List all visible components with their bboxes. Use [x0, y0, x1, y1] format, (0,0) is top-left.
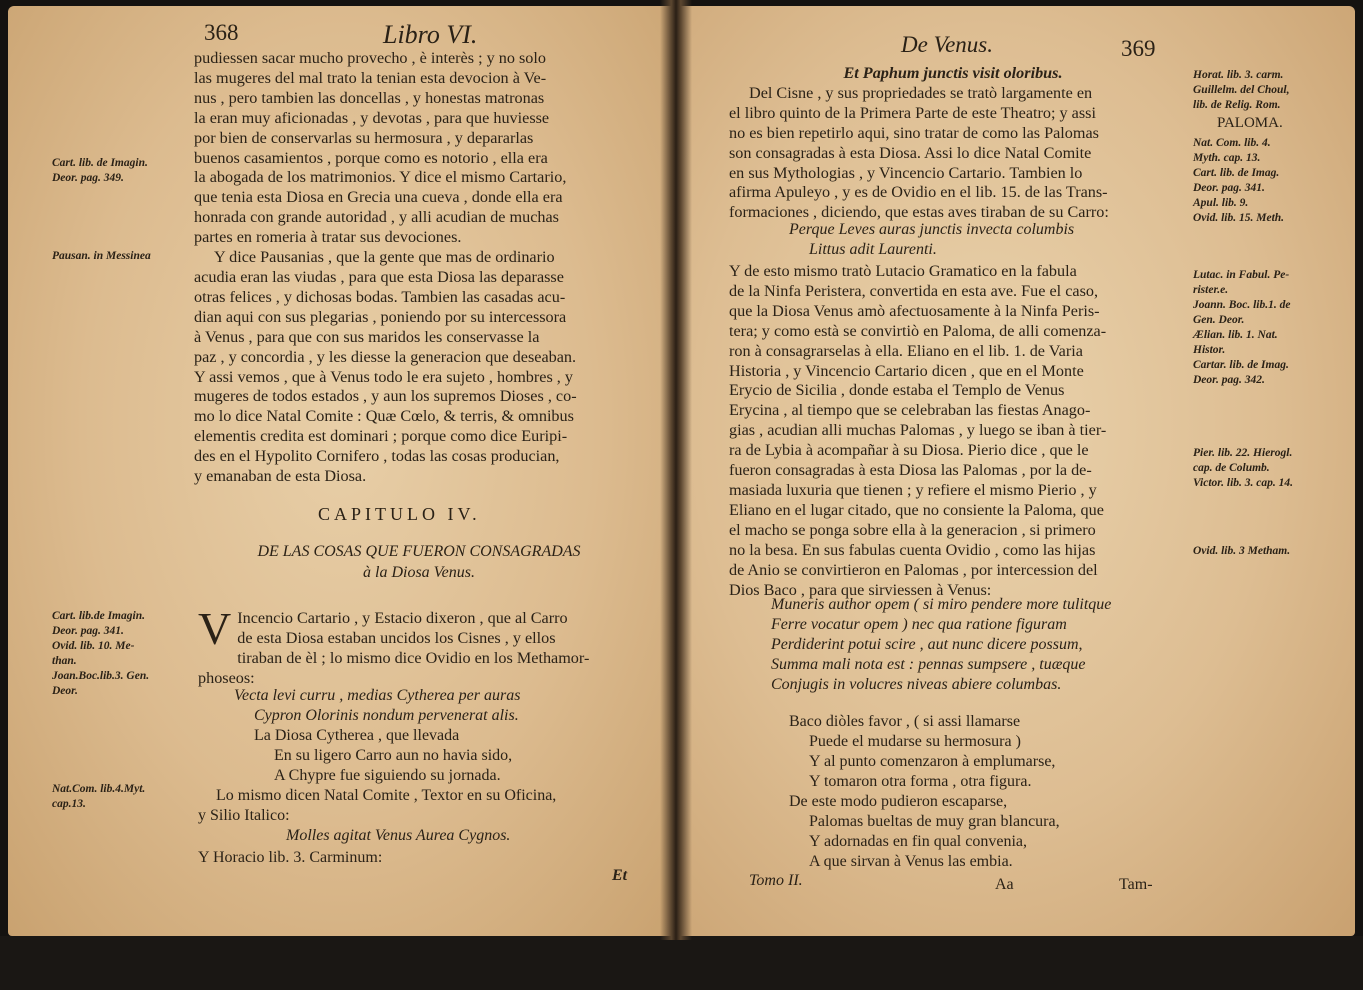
left-verse-latin — [234, 686, 520, 726]
right-verse-spanish — [789, 712, 1060, 872]
text-line: Y dice Pausanias , que la gente que mas de ordinario — [214, 248, 555, 267]
margin-note: Cart. lib.de Imagin. Deor. pag. 341. Ovid. lib. 10. Me- than. Joan.Boc.lib.3. Gen. Deor. — [52, 610, 150, 697]
right-catchword: Tam- — [1119, 876, 1153, 893]
verse-line: En su ligero Carro aun no havia sido, — [274, 747, 513, 764]
right-verse-latin — [771, 595, 1111, 695]
text-line: Erycio de Sicilia , donde estaba el Templo de Venus — [729, 381, 1065, 400]
text-line: pudiessen sacar mucho provecho , è interès ; y no solo — [194, 49, 546, 67]
right-paragraph-2 — [729, 262, 1177, 600]
footer-volume: Tomo II. — [749, 872, 803, 889]
margin-note: Pier. lib. 22. Hierogl. cap. de Columb. Victor. lib. 3. cap. 14. — [1193, 447, 1293, 489]
text-line: son consagradas à esta Diosa. Assi lo dice Natal Comite — [729, 143, 1092, 162]
text-line: phoseos: — [198, 668, 255, 687]
verse-line: Conjugis in volucres niveas abiere columbas. — [771, 676, 1062, 693]
text-line: formaciones , diciendo, que estas aves tiraban de su Carro: — [729, 203, 1109, 222]
text-line: dian aqui con sus plegarias , poniendo por su intercessora — [194, 307, 567, 326]
motto: Et Paphum junctis visit oloribus. — [843, 64, 1063, 82]
left-verse-latin-2: Molles agitat Venus Aurea Cygnos. — [286, 827, 511, 844]
left-last-line: Y Horacio lib. 3. Carminum: — [198, 849, 383, 866]
verse-line: Puede el mudarse su hermosura ) — [809, 733, 1021, 750]
dropcap: V — [198, 603, 232, 654]
text-line: Eliano en el lugar citado, que no consiente la Paloma, que — [729, 500, 1104, 519]
text-line: tiraban de èl ; lo mismo dice Ovidio en los Methamor- — [237, 648, 590, 667]
right-running-head: De Venus. — [901, 32, 993, 57]
text-line: que la Diosa Venus amò afectuosamente à la Ninfa Peris- — [729, 301, 1100, 320]
left-page-number: 368 — [204, 20, 239, 45]
verse-line: Vecta levi curru , medias Cytherea per auras — [234, 687, 521, 704]
text-line: Erycina , al tiempo que se celebraban las fiestas Anago- — [729, 401, 1091, 420]
text-line: no la besa. En sus fabulas cuenta Ovidio , como las hijas — [729, 540, 1096, 559]
chapter-paragraph — [198, 603, 644, 689]
chapter-title: CAPITULO IV. — [318, 504, 481, 524]
text-line: masiada luxuria que tienen ; y refiere el mismo Pierio , y — [729, 480, 1097, 499]
text-line: el macho se ponga sobre ella à la generacion , si primero — [729, 520, 1096, 539]
verse-line: Summa mali nota est : pennas sumpsere , tuæque — [771, 656, 1086, 673]
left-paragraph-2 — [194, 248, 644, 487]
text-line: elementis credita est dominari ; porque como dice Euripi- — [194, 427, 568, 446]
verse-line: Y adornadas en fin qual convenia, — [809, 833, 1027, 850]
verse-line: A Chypre fue siguiendo su jornada. — [274, 767, 501, 784]
verse-line: La Diosa Cytherea , que llevada — [254, 727, 460, 744]
margin-heading: PALOMA. — [1217, 115, 1283, 131]
left-verse-spanish — [254, 726, 512, 786]
left-paragraph-1 — [194, 49, 644, 248]
signature-mark: Aa — [995, 876, 1014, 893]
text-line: de esta Diosa estaban uncidos los Cisnes , y ellos — [237, 628, 556, 647]
text-line: gias , acudian alli muchas Palomas , y luego se iban à tier- — [729, 421, 1107, 440]
text-line: paz , y concordia , y les diesse la generacion que deseaban. — [194, 347, 577, 366]
left-page — [8, 6, 672, 936]
text-line: y Silio Italico: — [198, 807, 290, 824]
verse-line: Palomas bueltas de muy gran blancura, — [809, 813, 1060, 830]
right-page — [679, 6, 1355, 936]
verse-line: Y tomaron otra forma , otra figura. — [809, 773, 1032, 790]
verse-line: Ferre vocatur opem ) nec qua ratione figuram — [771, 616, 1067, 633]
verse-line: Muneris author opem ( si miro pendere more tulitque — [771, 596, 1112, 613]
text-line: no es bien repetirlo aqui, sino tratar de como las Palomas — [729, 123, 1099, 142]
left-running-head: Libro VI. — [383, 20, 478, 49]
text-line: nus , pero tambien las doncellas , y honestas matronas — [194, 88, 545, 107]
margin-note: Nat. Com. lib. 4. Myth. cap. 13. Cart. lib. de Imag. Deor. pag. 341. Apul. lib. 9. Ovid. lib. 15. Meth. — [1193, 137, 1285, 224]
text-line: Incencio Cartario , y Estacio dixeron , que al Carro — [237, 609, 568, 627]
text-line: partes en romeria à tratar sus devociones. — [194, 228, 462, 247]
text-line: de Anio se convirtieron en Palomas , por intercession del — [729, 560, 1098, 579]
right-page-number: 369 — [1121, 36, 1156, 61]
verse-line: Perdiderint potui scire , aut nunc dicere possum, — [771, 636, 1083, 653]
margin-note: Pausan. in Messinea — [52, 250, 151, 262]
text-line: Y assi vemos , que à Venus todo le era sujeto , hombres , y — [194, 367, 573, 386]
chapter-body — [198, 603, 644, 689]
right-text-block — [729, 64, 1177, 223]
verse-line: A que sirvan à Venus las embia. — [809, 853, 1013, 870]
verse-line: Littus adit Laurenti. — [809, 241, 937, 258]
margin-note: Lutac. in Fabul. Pe- rister.e. Joann. Boc. lib.1. de Gen. Deor. Ælian. lib. 1. Nat. Histor. Cartar. lib. de Imag. Deor. pag. 342. — [1193, 269, 1291, 386]
verse-line: Y al punto comenzaron à emplumarse, — [809, 753, 1056, 770]
text-line: que tenia esta Diosa en Grecia una cueva , donde ella era — [194, 188, 563, 207]
margin-note: Horat. lib. 3. carm. Guillelm. del Choul, lib. de Relig. Rom. — [1193, 69, 1290, 111]
text-line: en sus Mythologias , y Vincencio Cartario. Tambien lo — [729, 163, 1083, 182]
text-line: tera; y como està se convirtiò en Paloma, de alli comenza- — [729, 321, 1107, 340]
verse-line: Baco diòles favor , ( si assi llamarse — [789, 713, 1021, 730]
text-line: afirma Apuleyo , y es de Ovidio en el lib. 15. de las Trans- — [729, 183, 1108, 202]
text-line: acudia eran las viudas , para que esta Diosa las deparasse — [194, 267, 564, 286]
chapter-subtitle-1: DE LAS COSAS QUE FUERON CONSAGRADAS — [257, 543, 581, 560]
right-paragraph-1 — [729, 84, 1177, 223]
text-line: honrada con grande autoridad , y alli acudian de muchas — [194, 208, 559, 227]
text-line: mugeres de todos estados , y aun los supremos Dioses , co- — [194, 387, 577, 406]
text-line: y emanaban de esta Diosa. — [194, 467, 367, 486]
text-line: la abogada de los matrimonios. Y dice el mismo Cartario, — [194, 168, 567, 187]
right-text-block-2 — [729, 262, 1177, 600]
left-after-verse — [198, 786, 644, 826]
text-line: Historia , y Vincencio Cartario dicen , que en el Monte — [729, 361, 1084, 380]
text-line: à Venus , para que con sus maridos les conservasse la — [194, 327, 540, 346]
verse-line: Cypron Olorinis nondum pervenerat alis. — [254, 707, 519, 724]
text-line: otras felices , y dichosas bodas. Tambien las casadas acu- — [194, 287, 566, 306]
margin-note: Nat.Com. lib.4.Myt. cap.13. — [52, 783, 146, 810]
chapter-subtitle-2: à la Diosa Venus. — [363, 564, 475, 581]
text-line: por bien de conservarlas su hermosura , y depararlas — [194, 128, 534, 147]
verse-line: De este modo pudieron escaparse, — [789, 793, 1008, 810]
table-surface — [0, 936, 1363, 990]
text-line: la eran muy aficionadas , y devotas , para que huviesse — [194, 108, 550, 127]
text-line: ron à consagrarselas à ella. Eliano en el lib. 1. de Varia — [729, 341, 1083, 360]
book-gutter — [660, 0, 692, 940]
text-line: Y de esto mismo tratò Lutacio Gramatico en la fabula — [729, 262, 1077, 280]
text-line: mo lo dice Natal Comite : Quæ Cœlo, & terris, & omnibus — [194, 407, 574, 426]
left-catchword: Et — [612, 867, 628, 884]
right-verse-1 — [789, 220, 1074, 260]
text-line: buenos casamientos , porque como es notorio , ella era — [194, 148, 548, 167]
text-line: fueron consagradas à esta Diosa las Palomas , por la de- — [729, 461, 1092, 480]
text-line: el libro quinto de la Primera Parte de este Theatro; y assi — [729, 103, 1096, 122]
text-line: Del Cisne , y sus propriedades se tratò largamente en — [749, 83, 1093, 102]
text-line: des en el Hypolito Cornifero , todas las cosas producian, — [194, 447, 560, 466]
verse-line: Perque Leves auras junctis invecta columbis — [789, 221, 1075, 238]
text-line: las mugeres del mal trato la tenian esta devocion à Ve- — [194, 68, 547, 87]
margin-note: Ovid. lib. 3 Metham. — [1193, 545, 1291, 557]
text-line: Dios Baco , para que sirviessen à Venus: — [729, 580, 992, 599]
text-line: de la Ninfa Peristera, convertida en esta ave. Fue el caso, — [729, 281, 1099, 300]
text-line: ra de Lybia à acompañar à su Diosa. Pierio dice , que le — [729, 441, 1089, 460]
left-text-block — [194, 49, 644, 487]
margin-note: Cart. lib. de Imagin. Deor. pag. 349. — [52, 157, 148, 184]
text-line: Lo mismo dicen Natal Comite , Textor en su Oficina, — [216, 787, 557, 804]
